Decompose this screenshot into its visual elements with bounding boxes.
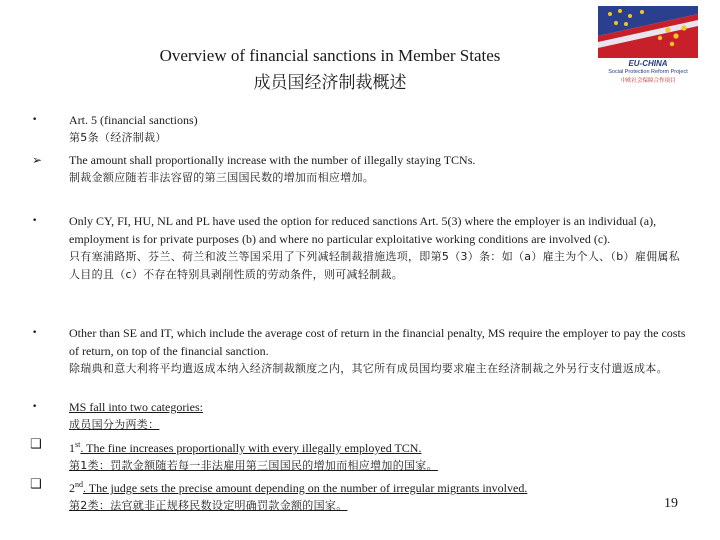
item-ordinal: st bbox=[75, 440, 81, 449]
item-text-cn: 成员国分为两类： bbox=[69, 418, 160, 431]
item-number: 2 bbox=[69, 481, 75, 495]
checkbox-bullet-icon: ❑ bbox=[30, 477, 42, 492]
list-item bbox=[69, 151, 689, 187]
item-text-en: . The fine increases proportionally with every illegally employed TCN. bbox=[80, 441, 422, 455]
list-item bbox=[69, 111, 689, 147]
list-item bbox=[69, 212, 689, 284]
bullet-dot: • bbox=[32, 328, 38, 338]
item-text-cn: 第1类：罚款金额随若每一非法雇用第三国国民的增加而相应增加的国家。 bbox=[69, 459, 438, 472]
item-text-en: Other than SE and IT, which include the average cost of return in the financial penalty, MS require the employer to pay the costs of return, on top of the financial sanction. bbox=[69, 326, 686, 358]
item-text-cn: 第2类：法官就非正规移民数设定明确罚款金额的国家。 bbox=[69, 499, 348, 512]
item-ordinal: nd bbox=[75, 480, 83, 489]
item-text-cn: 制裁金额应随若非法容留的第三国国民数的增加而相应增加。 bbox=[69, 171, 375, 184]
logo-subtitle-cn: 中欧社会保障合作项目 bbox=[620, 78, 676, 84]
item-text-en: . The judge sets the precise amount depending on the number of irregular migrants involved. bbox=[83, 481, 528, 495]
list-item bbox=[69, 398, 689, 434]
item-text-en: The amount shall proportionally increase with the number of illegally staying TCNs. bbox=[69, 153, 476, 167]
logo-subtitle: Social Protection Reform Project bbox=[608, 69, 688, 75]
item-text-cn: 除瑞典和意大利将平均遣返成本纳入经济制裁额度之内，其它所有成员国均要求雇主在经济制裁之外另行支付遣返成本。 bbox=[69, 362, 668, 375]
logo-name: EU-CHINA bbox=[628, 59, 668, 68]
bullet-dot: • bbox=[32, 402, 38, 412]
bullet-dot: • bbox=[32, 115, 38, 125]
list-item bbox=[69, 476, 689, 515]
item-text-en: Art. 5 (financial sanctions) bbox=[69, 113, 198, 127]
title-english: Overview of financial sanctions in Member States bbox=[159, 46, 501, 65]
item-text-cn: 第5条（经济制裁） bbox=[69, 131, 167, 144]
page-number: 19 bbox=[664, 496, 678, 511]
eu-china-logo bbox=[592, 6, 704, 86]
checkbox-bullet-icon: ❑ bbox=[30, 437, 42, 452]
eu-china-flag-icon bbox=[598, 6, 698, 58]
title-chinese: 成员国经济制裁概述 bbox=[253, 73, 407, 92]
item-text-en: Only CY, FI, HU, NL and PL have used the option for reduced sanctions Art. 5(3) where the employer is an individual (a), employment is for private purposes (b) and where no particular exploitative working conditions are involved (c). bbox=[69, 214, 657, 246]
item-number: 1 bbox=[69, 441, 75, 455]
item-text-cn: 只有塞浦路斯、芬兰、荷兰和波兰等国采用了下列减轻制裁措施选项，即第5（3）条：如（a）雇主为个人、（b）雇佣属私人目的且（c）不存在特别具剥削性质的劳动条件，则可减轻制裁。 bbox=[69, 250, 681, 281]
bullet-arrow-icon: ➢ bbox=[32, 153, 43, 167]
item-text-en: MS fall into two categories: bbox=[69, 400, 203, 414]
list-item bbox=[69, 436, 689, 475]
list-item bbox=[69, 324, 689, 378]
bullet-dot: • bbox=[32, 216, 38, 226]
